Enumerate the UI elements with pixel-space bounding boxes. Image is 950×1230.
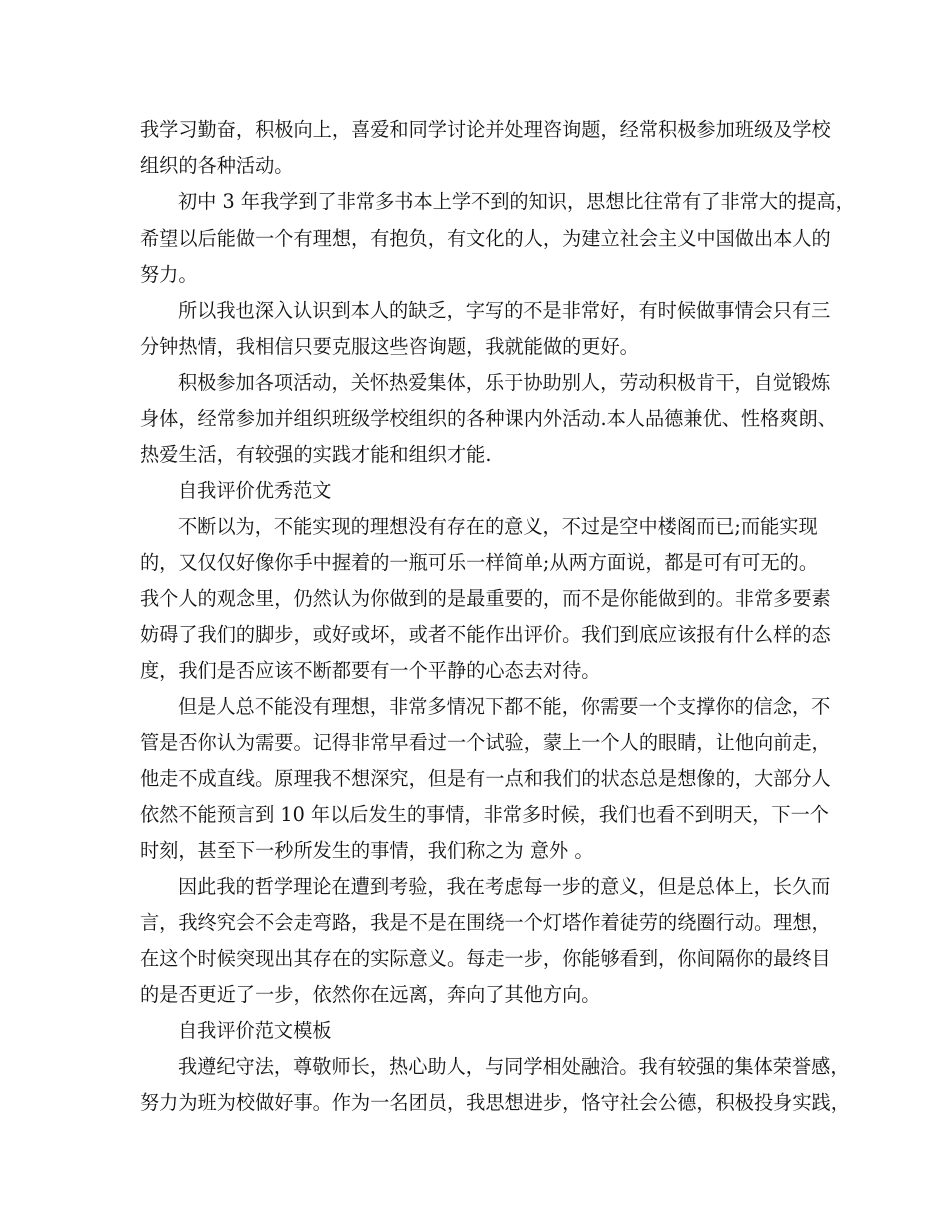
- text-line: 所以我也深入认识到本人的缺乏，字写的不是非常好，有时候做事情会只有三: [178, 299, 831, 322]
- section-heading: 自我评价优秀范文: [178, 479, 332, 502]
- text-line: 依然不能预言到 10 年以后发生的事情，非常多时候，我们也看不到明天，下一个: [140, 803, 829, 826]
- text-line: 管是否你认为需要。记得非常早看过一个试验，蒙上一个人的眼睛，让他向前走，: [140, 731, 831, 754]
- text-line: 我个人的观念里，仍然认为你做到的是最重要的，而不是你能做到的。非常多要素: [140, 587, 831, 610]
- text-line: 我遵纪守法，尊敬师长，热心助人，与同学相处融洽。我有较强的集体荣誉感，: [178, 1055, 850, 1078]
- text-line: 时刻，甚至下一秒所发生的事情，我们称之为 意外 。: [140, 839, 594, 862]
- text-line: 我学习勤奋，积极向上，喜爱和同学讨论并处理咨询题，经常积极参加班级及学校: [140, 118, 831, 141]
- text-line: 努力为班为校做好事。作为一名团员，我思想进步，恪守社会公德，积极投身实践，: [140, 1091, 850, 1114]
- text-line: 度，我们是否应该不断都要有一个平静的心态去对待。: [140, 659, 601, 682]
- text-line: 的是否更近了一步，依然你在远离，奔向了其他方向。: [140, 983, 601, 1006]
- text-line: 分钟热情，我相信只要克服这些咨询题，我就能做的更好。: [140, 335, 639, 358]
- text-line: 组织的各种活动。: [140, 154, 294, 177]
- text-line: 因此我的哲学理论在遭到考验，我在考虑每一步的意义，但是总体上，长久而: [178, 875, 831, 898]
- text-line: 的，又仅仅好像你手中握着的一瓶可乐一样简单;从两方面说，都是可有可无的。: [140, 551, 819, 574]
- text-line: 言，我终究会不会走弯路，我是不是在围绕一个灯塔作着徒劳的绕圈行动。理想，: [140, 911, 831, 934]
- text-line: 初中 3 年我学到了非常多书本上学不到的知识，思想比往常有了非常大的提高，: [178, 190, 855, 213]
- text-line: 身体，经常参加并组织班级学校组织的各种课内外活动.本人品德兼优、性格爽朗、: [140, 407, 837, 430]
- text-line: 热爱生活，有较强的实践才能和组织才能.: [140, 443, 492, 466]
- text-line: 努力。: [140, 263, 198, 286]
- text-line: 不断以为，不能实现的理想没有存在的意义，不过是空中楼阁而已;而能实现: [178, 515, 818, 538]
- text-line: 妨碍了我们的脚步，或好或坏，或者不能作出评价。我们到底应该报有什么样的态: [140, 623, 831, 646]
- text-line: 他走不成直线。原理我不想深究，但是有一点和我们的状态总是想像的，大部分人: [140, 767, 831, 790]
- section-heading: 自我评价范文模板: [178, 1019, 332, 1042]
- text-line: 希望以后能做一个有理想，有抱负，有文化的人，为建立社会主义中国做出本人的: [140, 227, 831, 250]
- text-line: 在这个时候突现出其存在的实际意义。每走一步，你能够看到，你间隔你的最终目: [140, 947, 831, 970]
- text-line: 但是人总不能没有理想，非常多情况下都不能，你需要一个支撑你的信念，不: [178, 695, 831, 718]
- text-line: 积极参加各项活动，关怀热爱集体，乐于协助别人，劳动积极肯干，自觉锻炼: [178, 371, 831, 394]
